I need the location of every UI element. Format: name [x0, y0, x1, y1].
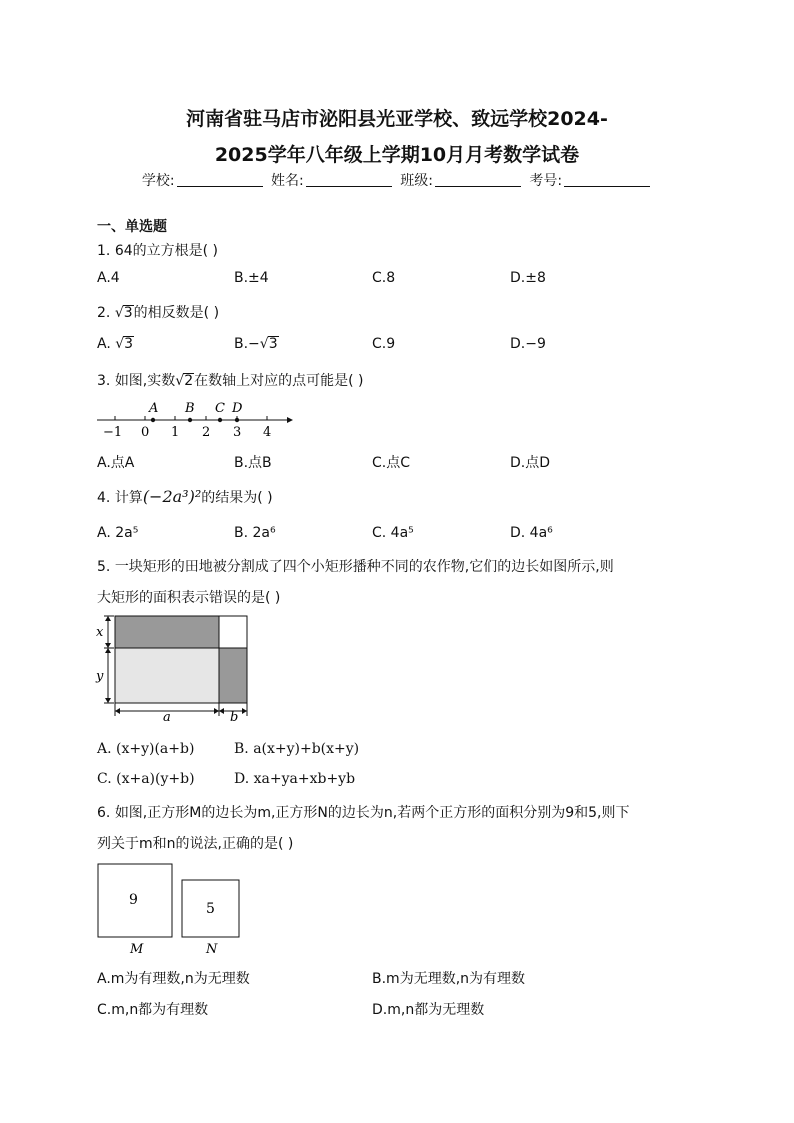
q4-option-a[interactable]: A. 2a⁵: [97, 525, 139, 541]
q3-option-b[interactable]: B.点B: [234, 455, 272, 471]
q5-option-c[interactable]: C. (x+a)(y+b): [97, 771, 195, 787]
label-y: y: [96, 669, 104, 684]
square-m-value: 9: [129, 892, 138, 908]
question-6-text-2: 列关于m和n的说法,正确的是( ): [97, 836, 294, 852]
question-5-text-2: 大矩形的面积表示错误的是( ): [97, 590, 281, 606]
square-n-value: 5: [206, 901, 215, 917]
squares-figure: [96, 862, 246, 958]
point-d: [235, 418, 239, 422]
q6-option-c[interactable]: C.m,n都为有理数: [97, 1002, 209, 1018]
question-1: 1. 64的立方根是( ): [97, 243, 219, 259]
school-label: 学校:: [141, 173, 175, 189]
label-x: x: [96, 625, 104, 640]
q4-option-d[interactable]: D. 4a⁶: [510, 525, 553, 541]
number-line-arrow: [287, 417, 293, 423]
class-label: 班级:: [400, 173, 433, 189]
q6-option-b[interactable]: B.m为无理数,n为有理数: [372, 971, 526, 987]
tick-label-0: 0: [141, 425, 150, 440]
exam-number-label: 考号:: [529, 173, 563, 189]
label-a: A: [149, 401, 159, 416]
q3-option-d[interactable]: D.点D: [510, 455, 551, 471]
tick-label-4: 4: [263, 425, 272, 440]
q5-option-d[interactable]: D. xa+ya+xb+yb: [234, 771, 356, 787]
q1-option-c[interactable]: C.8: [372, 270, 396, 286]
tick-label--1: −1: [103, 425, 123, 440]
q1-option-a[interactable]: A.4: [97, 270, 120, 286]
question-2: 2. √3的相反数是( ): [97, 305, 220, 321]
q6-option-a[interactable]: A.m为有理数,n为无理数: [97, 971, 250, 987]
rect-xb: [219, 616, 247, 648]
section-title: 一、单选题: [97, 219, 167, 235]
label-c: C: [215, 401, 225, 416]
square-m-label: M: [130, 942, 144, 957]
question-6-text-1: 如图,正方形M的边长为m,正方形N的边长为n,若两个正方形的面积分别为9和5,则下: [114, 805, 630, 821]
name-blank[interactable]: [306, 174, 392, 187]
question-1-text: 64的立方根是( ): [114, 243, 219, 259]
class-blank[interactable]: [435, 174, 521, 187]
q3-option-a[interactable]: A.点A: [97, 455, 135, 471]
q2-option-d[interactable]: D.−9: [510, 336, 546, 352]
exam-number-blank[interactable]: [564, 174, 650, 187]
q3-option-c[interactable]: C.点C: [372, 455, 411, 471]
q4-option-b[interactable]: B. 2a⁶: [234, 525, 276, 541]
q2-option-a[interactable]: A. √3: [97, 336, 134, 352]
number-line-figure: [95, 396, 295, 440]
label-b-dim: b: [230, 710, 239, 722]
label-a-dim: a: [163, 710, 171, 722]
q1-option-b[interactable]: B.±4: [234, 270, 269, 286]
rect-xa: [115, 616, 219, 648]
rectangle-field-figure: [92, 612, 254, 722]
question-6: 6. 如图,正方形M的边长为m,正方形N的边长为n,若两个正方形的面积分别为9和5,则下: [97, 805, 630, 821]
q4-option-c[interactable]: C. 4a⁵: [372, 525, 414, 541]
question-5-text-1: 一块矩形的田地被分割成了四个小矩形播种不同的农作物,它们的边长如图所示,则: [114, 559, 614, 575]
q5-option-b[interactable]: B. a(x+y)+b(x+y): [234, 741, 360, 757]
title-line-2: 2025学年八年级上学期10月月考数学试卷: [214, 144, 580, 166]
student-info-row: [0, 170, 794, 190]
tick-label-3: 3: [233, 425, 242, 440]
name-label: 姓名:: [271, 173, 304, 189]
q2-option-b[interactable]: B.−√3: [234, 336, 278, 352]
q2-option-c[interactable]: C.9: [372, 336, 396, 352]
question-5: 5. 一块矩形的田地被分割成了四个小矩形播种不同的农作物,它们的边长如图所示,则: [97, 559, 614, 575]
question-2-text: 的相反数是( ): [133, 305, 220, 321]
point-c: [218, 418, 222, 422]
title-line-1: 河南省驻马店市泌阳县光亚学校、致远学校2024-: [186, 108, 608, 130]
rect-ya: [115, 648, 219, 703]
q4-expression: (−2a³)²: [142, 487, 202, 506]
tick-label-1: 1: [171, 425, 180, 440]
question-4: 4. 计算(−2a³)²的结果为( ): [97, 487, 273, 506]
label-d: D: [232, 401, 243, 416]
point-b: [188, 418, 192, 422]
square-n-label: N: [206, 942, 218, 957]
tick-label-2: 2: [202, 425, 211, 440]
question-3: 3. 如图,实数√2在数轴上对应的点可能是( ): [97, 373, 364, 389]
label-b: B: [185, 401, 195, 416]
rect-yb: [219, 648, 247, 703]
q6-option-d[interactable]: D.m,n都为无理数: [372, 1002, 485, 1018]
point-a: [151, 418, 155, 422]
q1-option-d[interactable]: D.±8: [510, 270, 546, 286]
school-blank[interactable]: [177, 174, 263, 187]
q5-option-a[interactable]: A. (x+y)(a+b): [97, 741, 195, 757]
